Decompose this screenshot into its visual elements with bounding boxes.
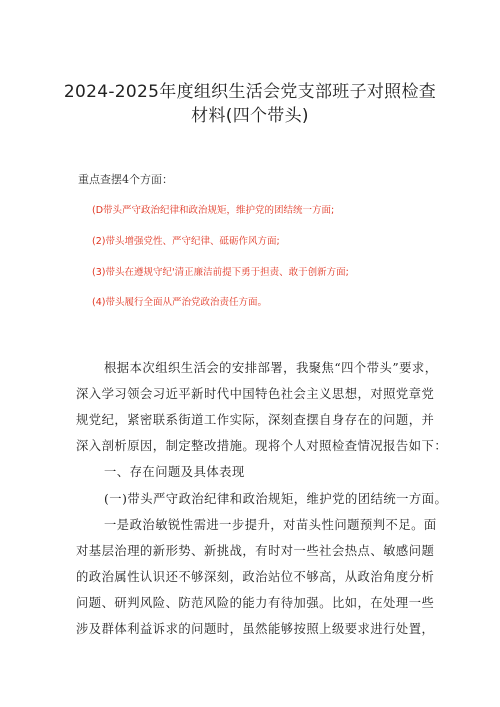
highlight-item: (2)带头增强党性、严守纪律、砥砺作风方面; [92, 236, 280, 247]
highlight-item: (3)带头在遵规守纪'清正廉洁前提下勇于担责、敢于创新方面; [92, 267, 349, 278]
body-line: 一是政治敏锐性需进一步提升，对苗头性问题预判不足。面 [104, 518, 437, 532]
body-line: 的政治属性认识还不够深刻，政治站位不够高，从政治角度分析 [76, 570, 435, 584]
section-heading: 一、存在问题及具体表现 [104, 465, 245, 479]
body-line: 对基层治理的新形势、新挑战，有时对一些社会热点、敏感问题 [76, 544, 435, 558]
body-line: 涉及群体利益诉求的问题时，虽然能够按照上级要求进行处置， [76, 622, 435, 636]
body-line: 根据本次组织生活会的安排部署，我聚焦“四个带头”要求， [104, 361, 438, 375]
body-line: 规党纪，紧密联系街道工作实际，深刻查摆自身存在的问题，并 [76, 413, 435, 427]
body-line: 深入剖析原因，制定整改措施。现将个人对照检查情况报告如下： [76, 439, 448, 453]
body-line: 深入学习领会习近平新时代中国特色社会主义思想，对照党章党 [76, 387, 435, 401]
body-line: 问题、研判风险、防范风险的能力有待加强。比如，在处理一些 [76, 596, 435, 610]
key-points-intro: 重点查摆4个方面： [78, 173, 173, 186]
highlight-item: (D带头严守政治纪律和政治规矩，维护党的团结统一方面; [92, 205, 335, 216]
document-title-line-2: 材料(四个带头) [191, 106, 309, 126]
subsection-heading: (一)带头严守政治纪律和政治规矩，维护党的团结统一方面。 [104, 492, 448, 506]
document-title-line-1: 2024-2025年度组织生活会党支部班子对照检查 [63, 82, 437, 102]
highlight-item: (4)带头履行全面从严治党政治责任方面。 [92, 297, 267, 308]
